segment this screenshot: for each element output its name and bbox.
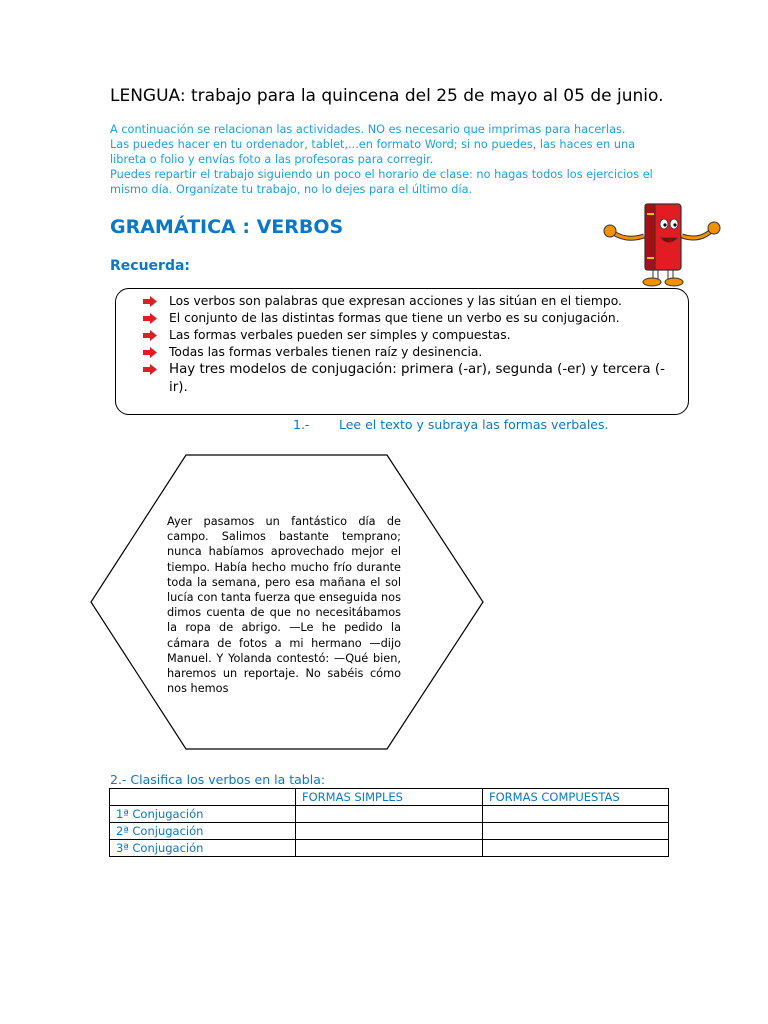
recuerda-label: Recuerda: [110,258,191,274]
red-arrow-icon [143,296,157,307]
list-item-text: Las formas verbales pueden ser simples y compuestas. [169,328,511,342]
table-header-cell: FORMAS SIMPLES [296,789,483,806]
table-row [110,806,669,823]
list-item-text: Todas las formas verbales tienen raíz y desinencia. [169,345,483,359]
table-cell[interactable] [296,840,483,857]
section-title: GRAMÁTICA : VERBOS [110,216,344,238]
list-item-text: Los verbos son palabras que expresan acciones y las sitúan en el tiempo. [169,294,622,308]
table-row-label: 2ª Conjugación [110,823,296,840]
book-mascot-icon [598,198,728,290]
red-arrow-icon [143,313,157,324]
table-cell[interactable] [296,806,483,823]
table-cell[interactable] [483,806,669,823]
list-item [143,327,683,344]
list-item [143,293,683,310]
red-arrow-icon [143,347,157,358]
exercise-text: Lee el texto y subraya las formas verbales. [339,417,609,432]
list-item [143,344,683,361]
remember-list [143,293,683,397]
table-header-cell [110,789,296,806]
table-row [110,823,669,840]
table-header-cell: FORMAS COMPUESTAS [483,789,669,806]
intro-line: Puedes repartir el trabajo siguiendo un poco el horario de clase: no hagas todos los ejercicios el mismo día. Organízate tu trabajo, no lo dejes para el último día. [110,168,653,196]
red-arrow-icon [143,364,157,375]
table-cell[interactable] [296,823,483,840]
page-title: LENGUA: trabajo para la quincena del 25 de mayo al 05 de junio. [110,86,664,106]
table-cell[interactable] [483,823,669,840]
intro-instructions [110,122,670,197]
classification-table [109,788,669,857]
table-cell[interactable] [483,840,669,857]
list-item-text: Hay tres modelos de conjugación: primera (-ar), segunda (-er) y tercera (-ir). [169,362,665,395]
table-row-label: 1ª Conjugación [110,806,296,823]
red-arrow-icon [143,330,157,341]
exercise-2-instruction: 2.- Clasifica los verbos en la tabla: [110,772,326,787]
table-row-label: 3ª Conjugación [110,840,296,857]
exercise-number: 1.- [293,417,310,432]
intro-line: Las puedes hacer en tu ordenador, tablet,...en formato Word; si no puedes, las haces en una libreta o folio y envías foto a las profesoras para corregir. [110,138,636,166]
intro-line: A continuación se relacionan las actividades. NO es necesario que imprimas para hacerlas. [110,123,626,136]
table-header-row [110,789,669,806]
list-item-text: El conjunto de las distintas formas que tiene un verbo es su conjugación. [169,311,620,325]
list-item [143,361,683,397]
table-row [110,840,669,857]
exercise-1-instruction [293,417,608,432]
list-item [143,310,683,327]
reading-passage: Ayer pasamos un fantástico día de campo. Salimos bastante temprano; nunca habíamos aprovechado mejor el tiempo. Había hecho mucho frío durante toda la semana, pero esa mañana el sol lucía con tanta fuerza que enseguida nos dimos cuenta de que no necesitábamos la ropa de abrigo. —Le he pedido la cámara de fotos a mi hermano —dijo Manuel. Y Yolanda contestó: —Qué bien, haremos un reportaje. No sabéis cómo nos hemos [167,515,401,696]
